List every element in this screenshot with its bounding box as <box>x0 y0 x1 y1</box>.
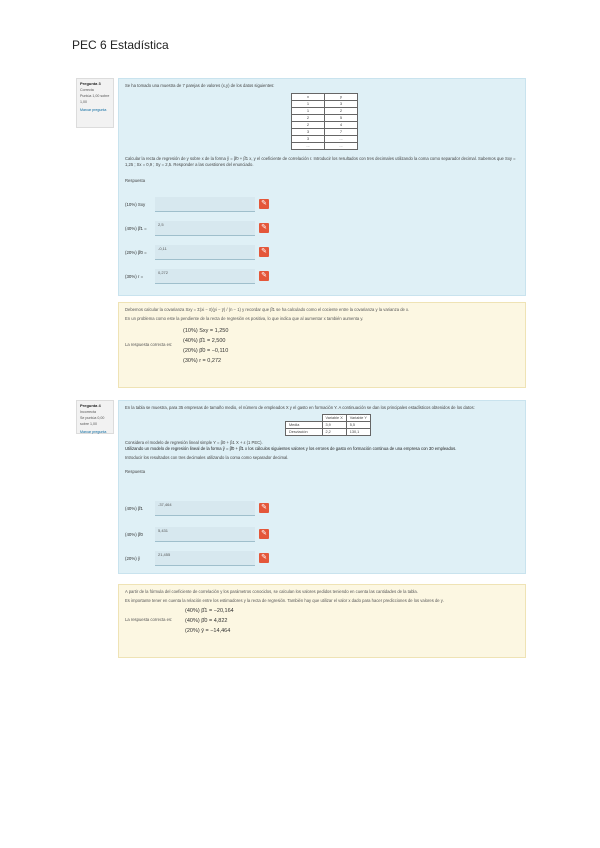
answer-label: (30%) r = <box>125 274 144 279</box>
table-cell: 1 <box>292 101 325 108</box>
question-content <box>118 400 526 574</box>
incorrect-icon: ✎ <box>259 503 269 513</box>
page-title: PEC 6 Estadística <box>72 38 169 52</box>
question-status: Correcta <box>80 88 94 92</box>
question-3 <box>76 78 526 388</box>
question-text: Introducir los resultados con tres decimales utilizando la coma como separador decimal. <box>125 455 289 460</box>
feedback-text: Debemos calcular la covarianza Sxy = Σ(xi − x̄)(yi − ȳ) / (n − 1) y recordar que β̂1 se ha calculado como el cociente entre la covarianza y la varianza de x. <box>125 307 410 312</box>
flag-question-link[interactable]: Marcar pregunta <box>80 108 107 112</box>
question-text: Calcular la recta de regresión de y sobre x de la forma ŷ = β̂0 + β̂1 x, y el coeficiente de correlación r. Introducir los resultados con tres decimales utilizando la coma como separador decimal. Sabemos que Sxy = 1,25 ; Sx = 0,9 ; Sy = 2,5. Responder a las cuestiones del enunciado. <box>125 156 516 167</box>
answer-heading: Respuesta <box>125 469 146 474</box>
question-score: Se puntúa 0,00 sobre 1,00 <box>80 416 105 426</box>
answer-input[interactable] <box>155 197 255 212</box>
incorrect-icon: ✎ <box>259 247 269 257</box>
table-cell: ... <box>325 136 358 143</box>
formula: (20%) ŷ = −14,464 <box>185 628 231 634</box>
answer-label: (20%) β̂0 = <box>125 250 147 255</box>
table-header: Variable X <box>322 415 346 422</box>
answer-heading: Respuesta <box>125 178 146 183</box>
table-cell: 2,2 <box>322 429 346 436</box>
question-content <box>118 78 526 296</box>
stats-table <box>285 414 371 436</box>
question-number: Pregunta 3 <box>80 81 101 86</box>
answer-input[interactable]: -37,464 <box>155 501 255 516</box>
incorrect-icon: ✎ <box>259 529 269 539</box>
flag-question-link[interactable]: Marcar pregunta <box>80 430 107 434</box>
answer-input[interactable]: 0,272 <box>155 269 255 284</box>
table-cell: 3 <box>292 129 325 136</box>
table-cell: Media <box>286 422 323 429</box>
formula: (40%) β̂1 = 2,500 <box>183 338 226 344</box>
answer-label: (20%) ŷ <box>125 556 141 561</box>
answer-label: (40%) β̂1 = <box>125 226 147 231</box>
table-cell: 5,5 <box>346 422 370 429</box>
answer-row <box>125 221 425 237</box>
table-cell: ... <box>325 143 358 150</box>
answer-row <box>125 501 425 517</box>
table-cell: 2 <box>292 122 325 129</box>
table-cell: 7 <box>325 129 358 136</box>
answer-input[interactable]: 5,431 <box>155 527 255 542</box>
formula: (40%) β̂1 = −20,164 <box>185 608 234 614</box>
table-cell: 1 <box>292 108 325 115</box>
question-number: Pregunta 4 <box>80 403 101 408</box>
answer-input[interactable]: -0,11 <box>155 245 255 260</box>
table-header: y <box>325 94 358 101</box>
question-4 <box>76 400 526 658</box>
answer-label: (40%) β̂0 <box>125 532 143 537</box>
table-cell: Desviación <box>286 429 323 436</box>
formula: (30%) r = 0,272 <box>183 358 222 364</box>
table-cell: 3,9 <box>322 422 346 429</box>
question-intro: Se ha tomado una muestra de 7 parejas de valores (x,y) de los datos siguientes: <box>125 83 275 88</box>
question-intro: En la tabla se muestra, para 35 empresas de tamaño medio, el número de empleados X y el gasto en formación Y. A continuación se dan los principales estadísticos obtenidos de los datos: <box>125 405 475 410</box>
table-cell: 4 <box>325 122 358 129</box>
table-cell: ... <box>292 143 325 150</box>
incorrect-icon: ✎ <box>259 553 269 563</box>
incorrect-icon: ✎ <box>259 199 269 209</box>
table-cell: 3 <box>325 101 358 108</box>
correct-answer-label: La respuesta correcta es: <box>125 617 173 622</box>
answer-row <box>125 245 425 261</box>
correct-answer-label: La respuesta correcta es: <box>125 342 173 347</box>
feedback-text: A partir de la fórmula del coeficiente de correlación y los parámetros conocidos, se calculan los valores pedidos teniendo en cuenta las cantidades de la tabla. <box>125 589 418 594</box>
formula: (40%) β̂0 = 4,822 <box>185 618 228 624</box>
question-text: Considera el modelo de regresión lineal simple Y = β0 + β1 X + ε (1 PEC). <box>125 440 263 445</box>
table-cell: 2 <box>292 115 325 122</box>
table-cell: 130,1 <box>346 429 370 436</box>
table-cell: 5 <box>325 115 358 122</box>
question-text: Utilizando un modelo de regresión lineal de la forma ŷ = β̂0 + β̂1 x los cálculos siguientes valores y los errores de gasto en formación continua de una empresa con 30 empleados. <box>125 446 457 451</box>
feedback-panel <box>118 302 526 388</box>
question-info-panel <box>76 78 114 128</box>
table-cell: 3 <box>292 136 325 143</box>
table-header: Variable Y <box>346 415 370 422</box>
formula: (10%) Sxy = 1,250 <box>183 328 229 334</box>
feedback-text: Es importante tener en cuenta la relación entre los estimadores y la recta de regresión. También hay que utilizar el valor x dado para hacer predicciones de los valores de y. <box>125 598 444 603</box>
answer-label: (40%) β̂1 <box>125 506 143 511</box>
question-score: Puntúa 1,00 sobre 1,00 <box>80 94 110 104</box>
answer-row <box>125 269 425 285</box>
incorrect-icon: ✎ <box>259 223 269 233</box>
answer-input[interactable]: 2,5 <box>155 221 255 236</box>
answer-label: (10%) Sxy <box>125 202 146 207</box>
answer-row <box>125 551 425 567</box>
incorrect-icon: ✎ <box>259 271 269 281</box>
formula: (20%) β̂0 = −0,110 <box>183 348 229 354</box>
data-table <box>291 93 358 150</box>
table-cell: 2 <box>325 108 358 115</box>
answer-row <box>125 527 425 543</box>
answer-row <box>125 197 425 213</box>
answer-input[interactable]: 21,455 <box>155 551 255 566</box>
feedback-panel <box>118 584 526 658</box>
question-status: Incorrecta <box>80 410 96 414</box>
table-header: x <box>292 94 325 101</box>
question-info-panel <box>76 400 114 434</box>
feedback-text: En un problema como este la pendiente de la recta de regresión es positiva, lo que indica que al aumentar x también aumenta y. <box>125 316 364 321</box>
